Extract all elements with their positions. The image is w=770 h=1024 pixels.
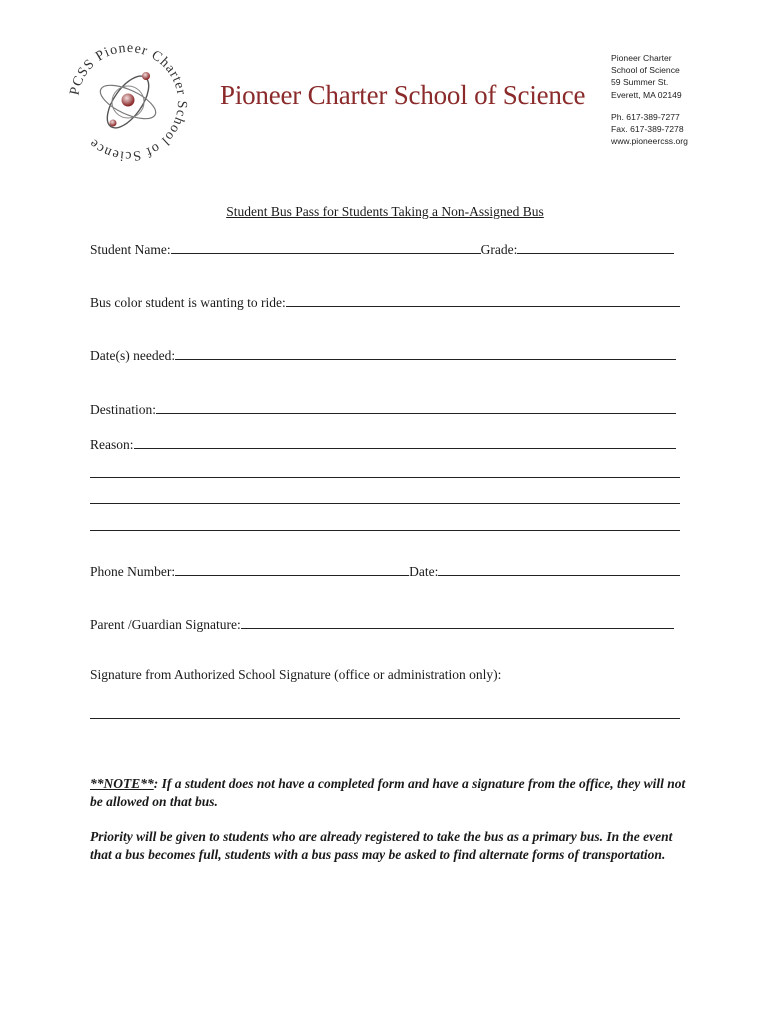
phone-date-row bbox=[90, 560, 680, 580]
reason-row bbox=[90, 433, 680, 453]
reason-field[interactable] bbox=[134, 448, 677, 449]
student-name-label: Student Name: bbox=[90, 242, 171, 257]
reason-label: Reason: bbox=[90, 437, 134, 452]
note-text: : If a student does not have a completed form and have a signature from the office, they will not be allowed on that bus. bbox=[90, 776, 686, 809]
phone-number-label: Phone Number: bbox=[90, 564, 176, 579]
student-name-field[interactable] bbox=[171, 253, 481, 254]
contact-block bbox=[611, 52, 688, 147]
reason-line-3[interactable] bbox=[90, 503, 680, 504]
contact-line: School of Science bbox=[611, 65, 680, 76]
bus-color-label: Bus color student is wanting to ride: bbox=[90, 295, 286, 310]
parent-signature-label: Parent /Guardian Signature: bbox=[90, 617, 241, 632]
grade-field[interactable] bbox=[517, 253, 674, 254]
destination-row bbox=[90, 398, 680, 418]
contact-line: Pioneer Charter bbox=[611, 53, 672, 63]
student-name-row bbox=[90, 238, 680, 258]
grade-label: Grade: bbox=[480, 242, 518, 257]
bus-color-field[interactable] bbox=[286, 306, 680, 307]
note-prefix: **NOTE** bbox=[90, 776, 154, 791]
phone-number-field[interactable] bbox=[175, 575, 409, 576]
school-title: Pioneer Charter School of Science bbox=[220, 80, 586, 110]
parent-signature-field[interactable] bbox=[241, 628, 674, 629]
date-label: Date: bbox=[409, 564, 439, 579]
contact-website: www.pioneercss.org bbox=[611, 136, 688, 147]
contact-fax: Fax. 617-389-7278 bbox=[611, 124, 684, 135]
bus-color-row bbox=[90, 291, 680, 311]
dates-row bbox=[90, 344, 680, 364]
contact-city: Everett, MA 02149 bbox=[611, 89, 682, 100]
destination-field[interactable] bbox=[156, 413, 676, 414]
reason-line-2[interactable] bbox=[90, 477, 680, 478]
date-field[interactable] bbox=[438, 575, 680, 576]
dates-needed-label: Date(s) needed: bbox=[90, 348, 176, 363]
logo-ring-text: PCSS Pioneer Charter School of Science bbox=[67, 40, 190, 164]
note-paragraph bbox=[90, 775, 690, 811]
contact-address: 59 Summer St. bbox=[611, 77, 669, 88]
parent-signature-row bbox=[90, 613, 680, 633]
school-signature-field[interactable] bbox=[90, 718, 680, 719]
school-logo bbox=[66, 40, 190, 164]
school-signature-label: Signature from Authorized School Signature (office or administration only): bbox=[90, 667, 502, 682]
priority-paragraph: Priority will be given to students who are already registered to take the bus as a primary bus. In the event that a bus becomes full, students with a bus pass may be asked to find alternate forms of transportation. bbox=[90, 829, 673, 862]
reason-line-4[interactable] bbox=[90, 530, 680, 531]
contact-phone: Ph. 617-389-7277 bbox=[611, 111, 680, 122]
destination-label: Destination: bbox=[90, 402, 156, 417]
form-title: Student Bus Pass for Students Taking a Non-Assigned Bus bbox=[226, 204, 544, 219]
dates-needed-field[interactable] bbox=[175, 359, 676, 360]
